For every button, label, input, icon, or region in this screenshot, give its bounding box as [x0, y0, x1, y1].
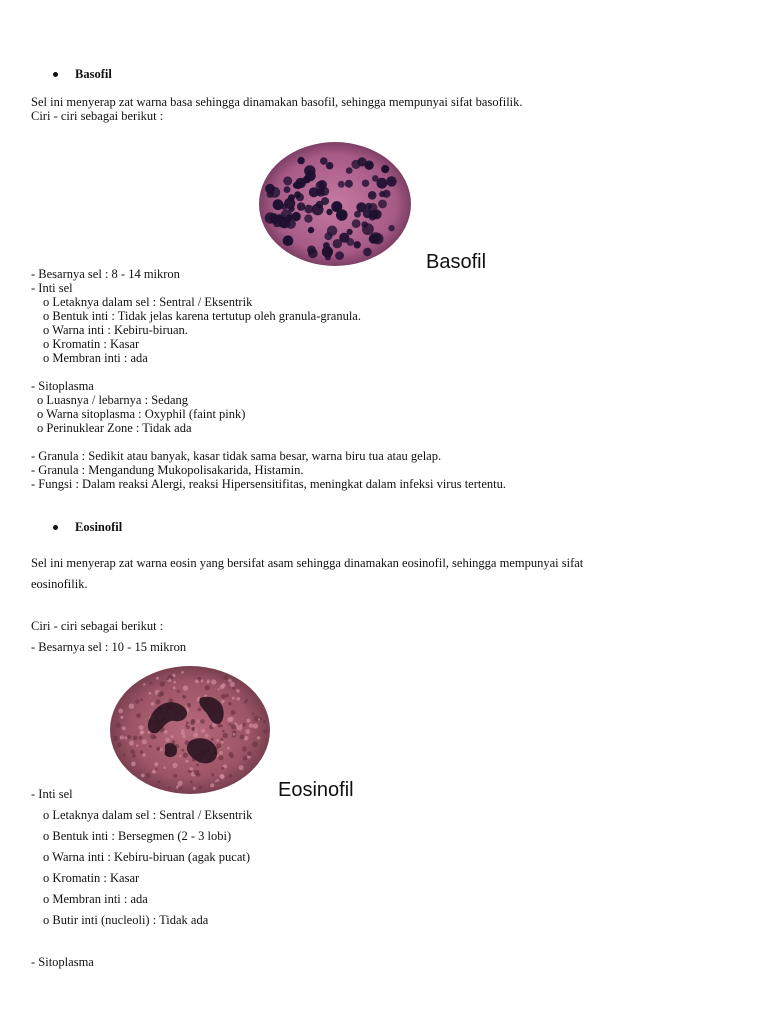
eosinofil-sitoplasma-label: - Sitoplasma — [31, 955, 94, 969]
granule-dot — [124, 736, 127, 739]
granule-dot — [231, 710, 236, 715]
granule-dot — [205, 685, 210, 690]
granule-dot — [297, 157, 304, 164]
granule-dot — [333, 239, 342, 248]
eosinofil-inti-item: o Membran inti : ada — [43, 892, 148, 906]
granule-dot — [383, 190, 391, 198]
basofil-inti-item: o Bentuk inti : Tidak jelas karena tertutup oleh granula-granula. — [43, 309, 361, 323]
granule-dot — [133, 736, 138, 741]
granule-dot — [381, 165, 389, 173]
granule-dot — [130, 749, 135, 754]
granule-dot — [386, 176, 396, 186]
granule-dot — [388, 225, 394, 231]
granule-dot — [152, 770, 156, 774]
granule-dot — [127, 735, 131, 739]
granule-dot — [181, 729, 184, 732]
granule-dot — [123, 753, 126, 756]
granule-dot — [177, 690, 180, 693]
granule-dot — [232, 687, 235, 690]
granule-dot — [284, 198, 295, 209]
granule-dot — [201, 729, 205, 733]
basofil-besarnya: - Besarnya sel : 8 - 14 mikron — [31, 267, 180, 281]
basofil-sitoplasma-item: o Warna sitoplasma : Oxyphil (faint pink) — [37, 407, 246, 421]
heading-eosinofil: Eosinofil — [75, 520, 123, 534]
granule-dot — [163, 767, 166, 770]
granule-dot — [196, 764, 199, 767]
granule-dot — [352, 219, 361, 228]
granule-dot — [243, 723, 247, 727]
granule-dot — [244, 736, 249, 741]
granule-dot — [296, 193, 304, 201]
granule-dot — [252, 742, 258, 748]
granule-dot — [229, 717, 234, 722]
granule-dot — [200, 719, 205, 724]
granule-dot — [335, 251, 344, 260]
granule-dot — [229, 723, 232, 726]
granule-dot — [192, 727, 196, 731]
granule-dot — [149, 745, 152, 748]
granule-dot — [132, 754, 136, 758]
heading-basofil: Basofil — [75, 67, 112, 81]
granule-dot — [136, 744, 138, 746]
eosinofil-cell-image — [105, 663, 275, 798]
eosinofil-besarnya: - Besarnya sel : 10 - 15 mikron — [31, 640, 187, 654]
granule-dot — [324, 232, 332, 240]
granule-dot — [233, 733, 236, 736]
basofil-intro: Sel ini menyerap zat warna basa sehingga dinamakan basofil, sehingga mempunyai sifat basofilik. — [31, 95, 523, 109]
granule-dot — [158, 781, 161, 784]
basofil-sitoplasma-label: - Sitoplasma — [31, 379, 94, 393]
granule-dot — [195, 679, 199, 683]
granule-dot — [186, 725, 190, 729]
granule-dot — [146, 773, 151, 778]
granule-dot — [347, 229, 353, 235]
granule-dot — [148, 731, 151, 734]
eosinofil-inti-item: o Letaknya dalam sel : Sentral / Eksentrik — [43, 808, 253, 822]
granule-dot — [217, 688, 219, 690]
granule-dot — [346, 238, 354, 246]
granule-dot — [129, 704, 134, 709]
granule-dot — [143, 683, 146, 686]
granule-dot — [118, 709, 123, 714]
granule-dot — [183, 695, 187, 699]
granule-dot — [148, 692, 151, 695]
basofil-caption: Basofil — [426, 251, 487, 273]
granule-dot — [198, 708, 202, 712]
granule-dot — [253, 723, 258, 728]
granule-dot — [240, 735, 245, 740]
granule-dot — [267, 191, 274, 198]
granule-dot — [221, 741, 224, 744]
granule-dot — [211, 738, 214, 741]
granule-dot — [240, 724, 242, 726]
granule-dot — [221, 700, 225, 704]
granule-dot — [117, 742, 122, 747]
granule-dot — [164, 730, 168, 734]
granule-dot — [263, 729, 267, 733]
granule-dot — [228, 679, 232, 683]
granule-dot — [364, 161, 373, 170]
granule-dot — [242, 746, 247, 751]
granule-dot — [236, 689, 240, 693]
basofil-ciri-intro: Ciri - ciri sebagai berikut : — [31, 109, 164, 123]
granule-dot — [284, 186, 291, 193]
granule-dot — [141, 730, 145, 734]
granule-dot — [171, 735, 174, 738]
granule-dot — [131, 762, 136, 767]
granule-dot — [247, 751, 252, 756]
granule-dot — [142, 753, 146, 757]
granule-dot — [168, 786, 170, 788]
bullet-icon — [53, 72, 58, 77]
granule-dot — [338, 181, 345, 188]
granule-dot — [309, 187, 319, 197]
granule-dot — [218, 756, 223, 761]
granule-dot — [115, 723, 120, 728]
granule-dot — [186, 760, 189, 763]
granule-dot — [172, 763, 177, 768]
granule-dot — [207, 679, 210, 682]
granule-dot — [377, 178, 388, 189]
granule-dot — [351, 160, 360, 169]
granule-dot — [120, 735, 124, 739]
granule-dot — [186, 722, 189, 725]
basofil-inti-item: o Letaknya dalam sel : Sentral / Eksentrik — [43, 295, 253, 309]
granule-dot — [219, 774, 224, 779]
granule-dot — [231, 724, 236, 729]
eosinofil-ciri-intro: Ciri - ciri sebagai berikut : — [31, 619, 164, 633]
granule-dot — [122, 726, 126, 730]
granule-dot — [249, 723, 253, 727]
granule-dot — [257, 736, 260, 739]
granule-dot — [193, 787, 196, 790]
granule-dot — [361, 221, 368, 228]
granule-dot — [113, 736, 118, 741]
granule-dot — [173, 687, 176, 690]
eosinofil-inti-item: o Warna inti : Kebiru-biruan (agak pucat) — [43, 850, 251, 864]
granule-dot — [227, 747, 230, 750]
granule-dot — [139, 736, 143, 740]
granule-dot — [354, 241, 361, 248]
granule-dot — [320, 157, 328, 165]
granule-dot — [271, 216, 280, 225]
granule-dot — [178, 786, 182, 790]
granule-dot — [160, 681, 165, 686]
granule-dot — [363, 248, 372, 257]
eosinofil-inti-item: o Kromatin : Kasar — [43, 871, 140, 885]
granule-dot — [189, 770, 192, 773]
granule-dot — [140, 698, 143, 701]
granule-dot — [156, 699, 161, 704]
granule-dot — [222, 730, 225, 733]
eosinofil-inti-label: - Inti sel — [31, 787, 73, 801]
granule-dot — [323, 242, 330, 249]
granule-dot — [368, 191, 377, 200]
basofil-sitoplasma-item: o Perinuklear Zone : Tidak ada — [37, 421, 192, 435]
granule-dot — [183, 753, 188, 758]
granule-dot — [217, 723, 221, 727]
granule-dot — [194, 770, 200, 776]
granule-dot — [140, 750, 143, 753]
granule-dot — [210, 783, 214, 787]
granule-dot — [190, 767, 193, 770]
eosinofil-inti-item: o Butir inti (nucleoli) : Tidak ada — [43, 913, 209, 927]
granule-dot — [363, 209, 372, 218]
granule-dot — [236, 697, 240, 701]
granule-dot — [369, 234, 379, 244]
granule-dot — [136, 713, 141, 718]
granule-dot — [331, 201, 342, 212]
granule-dot — [365, 203, 372, 210]
granule-dot — [283, 235, 294, 246]
granule-dot — [156, 677, 159, 680]
basofil-inti-item: o Kromatin : Kasar — [43, 337, 140, 351]
granule-dot — [151, 702, 155, 706]
granule-dot — [211, 679, 216, 684]
eosinofil-intro-line1: Sel ini menyerap zat warna eosin yang bersifat asam sehingga dinamakan eosinofil, sehingga mempunyai sifat — [31, 556, 584, 570]
basofil-inti-item: o Membran inti : ada — [43, 351, 148, 365]
granule-dot — [228, 752, 233, 757]
granule-dot — [142, 739, 147, 744]
granule-dot — [354, 211, 361, 218]
granule-dot — [216, 781, 221, 786]
granule-dot — [228, 702, 232, 706]
granule-dot — [304, 214, 312, 222]
granule-dot — [181, 671, 184, 674]
granule-dot — [283, 176, 292, 185]
granule-dot — [221, 694, 226, 699]
granule-dot — [221, 738, 224, 741]
granule-dot — [293, 182, 300, 189]
granule-dot — [258, 718, 260, 720]
granule-dot — [211, 773, 214, 776]
granule-dot — [326, 209, 332, 215]
eosinofil-inti-item: o Bentuk inti : Bersegmen (2 - 3 lobi) — [43, 829, 232, 843]
basofil-fungsi: - Fungsi : Dalam reaksi Alergi, reaksi Hipersensitifitas, meningkat dalam infeksi virus tertentu. — [31, 477, 507, 491]
basofil-inti-label: - Inti sel — [31, 281, 73, 295]
granule-dot — [193, 733, 198, 738]
granule-dot — [362, 180, 369, 187]
granule-dot — [197, 720, 199, 722]
granule-dot — [212, 724, 216, 728]
eosinofil-caption: Eosinofil — [278, 779, 354, 801]
granule-dot — [223, 733, 228, 738]
granule-dot — [230, 682, 235, 687]
granule-dot — [226, 694, 229, 697]
granule-dot — [190, 720, 195, 725]
granule-dot — [139, 725, 144, 730]
granule-dot — [278, 217, 290, 229]
granule-dot — [232, 697, 235, 700]
granule-dot — [229, 774, 233, 778]
granule-dot — [303, 176, 311, 184]
granule-dot — [219, 751, 223, 755]
granule-dot — [129, 741, 134, 746]
granule-dot — [156, 747, 160, 751]
eosinofil-intro-line2: eosinofilik. — [31, 577, 88, 591]
granule-dot — [244, 701, 247, 704]
granule-dot — [173, 774, 177, 778]
basofil-granula2: - Granula : Mengandung Mukopolisakarida, Histamin. — [31, 463, 304, 477]
granule-dot — [247, 719, 251, 723]
granule-dot — [178, 781, 183, 786]
basofil-cell-image — [255, 138, 415, 270]
granule-dot — [245, 729, 250, 734]
granule-dot — [312, 204, 324, 216]
granule-dot — [182, 749, 185, 752]
granule-dot — [150, 682, 153, 685]
granule-dot — [304, 205, 313, 214]
granule-dot — [263, 720, 266, 723]
granule-dot — [223, 675, 228, 680]
granule-dot — [252, 713, 255, 716]
granule-dot — [222, 767, 225, 770]
granule-dot — [190, 781, 193, 784]
granule-dot — [378, 200, 387, 209]
granule-dot — [187, 703, 192, 708]
granule-dot — [220, 685, 224, 689]
granule-dot — [307, 246, 316, 255]
granule-dot — [326, 162, 333, 169]
basofil-sitoplasma-item: o Luasnya / lebarnya : Sedang — [37, 393, 188, 407]
granule-dot — [239, 765, 244, 770]
granule-dot — [216, 739, 219, 742]
bullet-icon — [53, 525, 58, 530]
granule-dot — [160, 691, 164, 695]
granule-dot — [141, 774, 145, 778]
basofil-granula: - Granula : Sedikit atau banyak, kasar tidak sama besar, warna biru tua atau gelap. — [31, 449, 442, 463]
granule-dot — [345, 180, 353, 188]
granule-dot — [325, 255, 331, 261]
granule-dot — [165, 738, 169, 742]
granule-dot — [205, 734, 209, 738]
granule-dot — [183, 685, 188, 690]
granule-dot — [135, 699, 139, 703]
granule-dot — [153, 736, 156, 739]
granule-dot — [199, 786, 203, 790]
basofil-inti-item: o Warna inti : Kebiru-biruan. — [43, 323, 188, 337]
granule-dot — [308, 227, 314, 233]
granule-dot — [292, 212, 301, 221]
granule-dot — [346, 167, 353, 174]
granule-dot — [173, 681, 176, 684]
granule-dot — [297, 202, 305, 210]
granule-dot — [167, 677, 170, 680]
granule-dot — [154, 762, 158, 766]
granule-dot — [183, 735, 186, 738]
granule-dot — [273, 199, 284, 210]
granule-dot — [120, 716, 123, 719]
granule-dot — [179, 755, 181, 757]
granule-dot — [243, 756, 248, 761]
